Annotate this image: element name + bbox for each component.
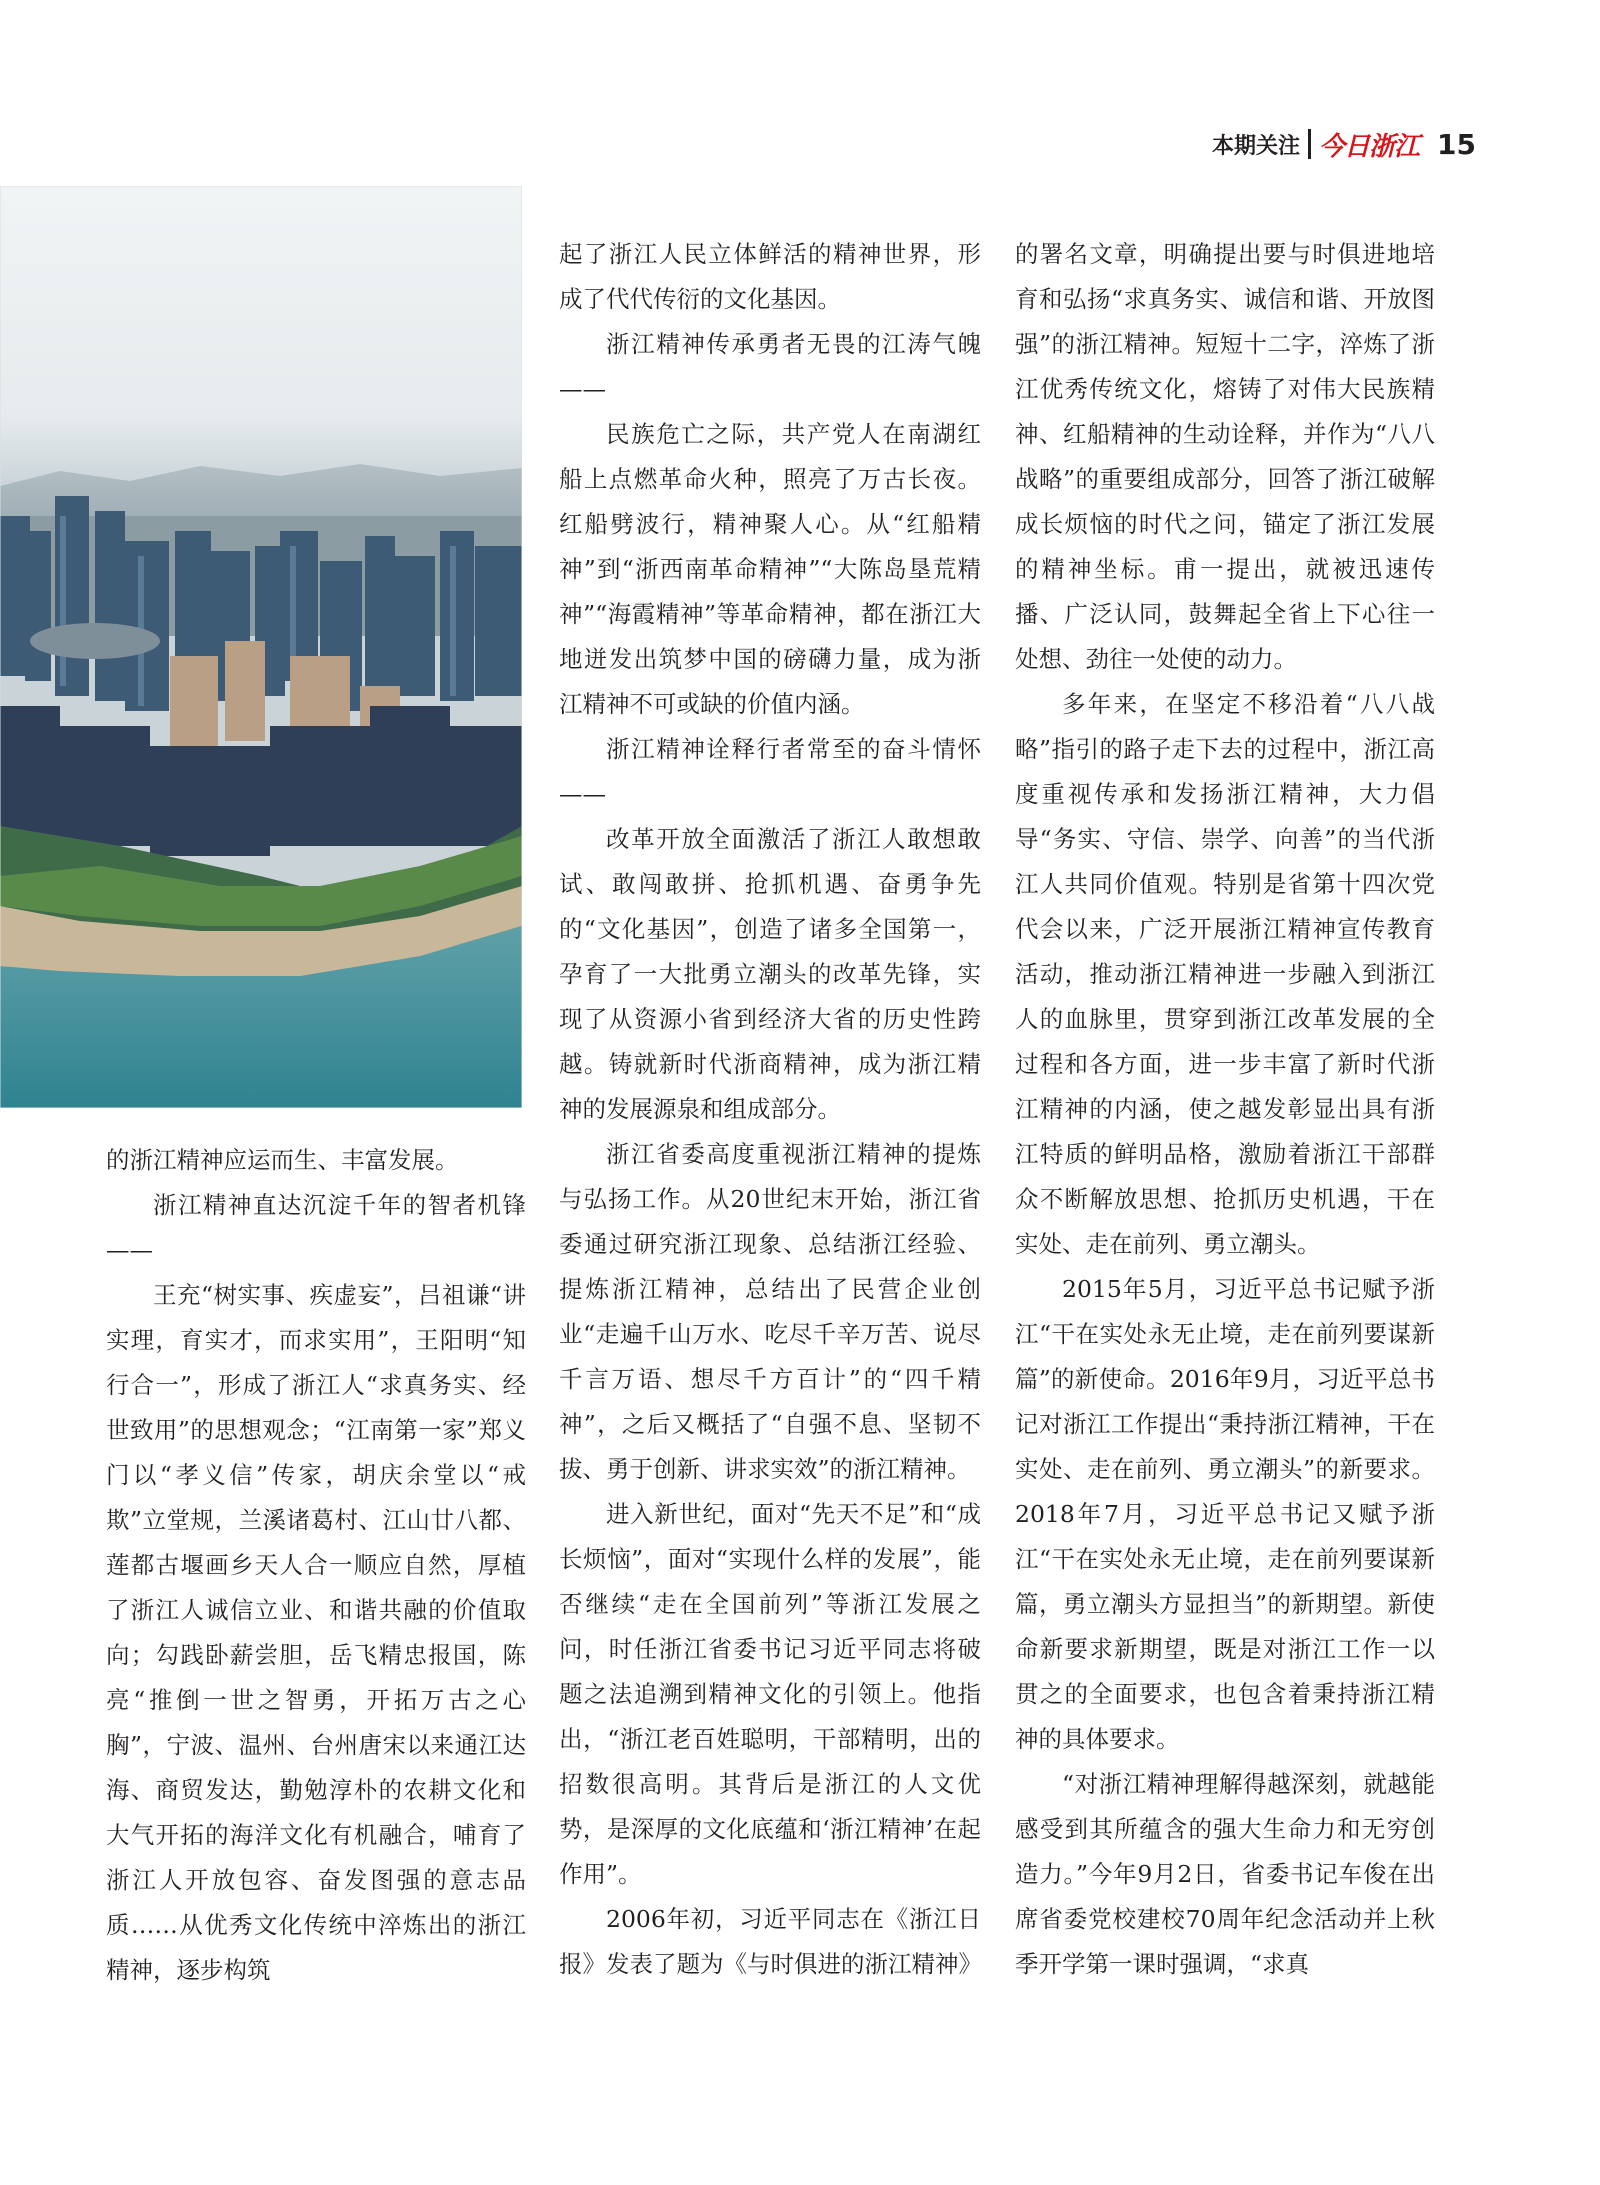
paragraph: 进入新世纪，面对“先天不足”和“成长烦恼”，面对“实现什么样的发展”，能否继续“走在全国前列”等浙江发展之问，时任浙江省委书记习近平同志将破题之法追溯到精神文化的引领上。他指出，“浙江老百姓聪明，干部精明，出的招数很高明。其背后是浙江的人文优势，是深厚的文化底蕴和‘浙江精神’在起作用”。: [559, 1500, 981, 1888]
paragraph: 王充“树实事、疾虚妄”，吕祖谦“讲实理，育实才，而求实用”，王阳明“知行合一”，形成了浙江人“求真务实、经世致用”的思想观念；“江南第一家”郑义门以“孝义信”传家，胡庆余堂以“戒欺”立堂规，兰溪诸葛村、江山廿八都、莲都古堰画乡天人合一顺应自然，厚植了浙江人诚信立业、和谐共融的价值取向；勾践卧薪尝胆，岳飞精忠报国，陈亮“推倒一世之智勇，开拓万古之心胸”，宁波、温州、台州唐宋以来通江达海、商贸发达，勤勉淳朴的农耕文化和大气开拓的海洋文化有机融合，哺育了浙江人开放包容、奋发图强的意志品质……从优秀文化传统中淬炼出的浙江精神，逐步构筑: [106, 1281, 526, 1984]
text-column-3: [1015, 232, 1435, 1987]
paragraph: 浙江精神传承勇者无畏的江涛气魄——: [559, 330, 981, 403]
page-header: [1212, 124, 1476, 164]
paragraph: 的署名文章，明确提出要与时俱进地培育和弘扬“求真务实、诚信和谐、开放图强”的浙江精神。短短十二字，淬炼了浙江优秀传统文化，熔铸了对伟大民族精神、红船精神的生动诠释，并作为“八八战略”的重要组成部分，回答了浙江破解成长烦恼的时代之问，锚定了浙江发展的精神坐标。甫一提出，就被迅速传播、广泛认同，鼓舞起全省上下心往一处想、劲往一处使的动力。: [1015, 240, 1435, 673]
header-divider: [1308, 129, 1311, 159]
text-column-2: [559, 232, 981, 1987]
paragraph: 的浙江精神应运而生、丰富发展。: [106, 1146, 459, 1174]
section-title: 本期关注: [1212, 133, 1301, 159]
paragraph: 浙江省委高度重视浙江精神的提炼与弘扬工作。从20世纪末开始，浙江省委通过研究浙江现象、总结浙江经验、提炼浙江精神，总结出了民营企业创业“走遍千山万水、吃尽千辛万苦、说尽千言万语、想尽千方百计”的“四千精神”，之后又概括了“自强不息、坚韧不拔、勇于创新、讲求实效”的浙江精神。: [559, 1140, 981, 1483]
magazine-logo: 今日浙江: [1319, 131, 1420, 162]
city-skyline-photo: [0, 186, 522, 1108]
text-column-1: [106, 1138, 526, 1993]
paragraph: 民族危亡之际，共产党人在南湖红船上点燃革命火种，照亮了万古长夜。红船劈波行，精神聚人心。从“红船精神”到“浙西南革命精神”“大陈岛垦荒精神”“海霞精神”等革命精神，都在浙江大地迸发出筑梦中国的磅礴力量，成为浙江精神不可或缺的价值内涵。: [559, 420, 981, 718]
paragraph: 浙江精神直达沉淀千年的智者机锋——: [106, 1191, 526, 1264]
paragraph: 多年来，在坚定不移沿着“八八战略”指引的路子走下去的过程中，浙江高度重视传承和发扬浙江精神，大力倡导“务实、守信、崇学、向善”的当代浙江人共同价值观。特别是省第十四次党代会以来，广泛开展浙江精神宣传教育活动，推动浙江精神进一步融入到浙江人的血脉里，贯穿到浙江改革发展的全过程和各方面，进一步丰富了新时代浙江精神的内涵，使之越发彰显出具有浙江特质的鲜明品格，激励着浙江干部群众不断解放思想、抢抓历史机遇，干在实处、走在前列、勇立潮头。: [1015, 690, 1435, 1258]
paragraph: 起了浙江人民立体鲜活的精神世界，形成了代代传衍的文化基因。: [559, 240, 981, 313]
paragraph: “对浙江精神理解得越深刻，就越能感受到其所蕴含的强大生命力和无穷创造力。”今年9月2日，省委书记车俊在出席省委党校建校70周年纪念活动并上秋季开学第一课时强调，“求真: [1015, 1770, 1435, 1978]
paragraph: 浙江精神诠释行者常至的奋斗情怀——: [559, 735, 981, 808]
paragraph: 2015年5月，习近平总书记赋予浙江“干在实处永无止境，走在前列要谋新篇”的新使命。2016年9月，习近平总书记对浙江工作提出“秉持浙江精神，干在实处、走在前列、勇立潮头”的新要求。2018年7月，习近平总书记又赋予浙江“干在实处永无止境，走在前列要谋新篇，勇立潮头方显担当”的新期望。新使命新要求新期望，既是对浙江工作一以贯之的全面要求，也包含着秉持浙江精神的具体要求。: [1015, 1275, 1435, 1753]
paragraph: 2006年初，习近平同志在《浙江日报》发表了题为《与时俱进的浙江精神》: [559, 1905, 982, 1978]
page-number: 15: [1437, 127, 1476, 161]
paragraph: 改革开放全面激活了浙江人敢想敢试、敢闯敢拼、抢抓机遇、奋勇争先的“文化基因”，创造了诸多全国第一，孕育了一大批勇立潮头的改革先锋，实现了从资源小省到经济大省的历史性跨越。铸就新时代浙商精神，成为浙江精神的发展源泉和组成部分。: [559, 825, 981, 1123]
